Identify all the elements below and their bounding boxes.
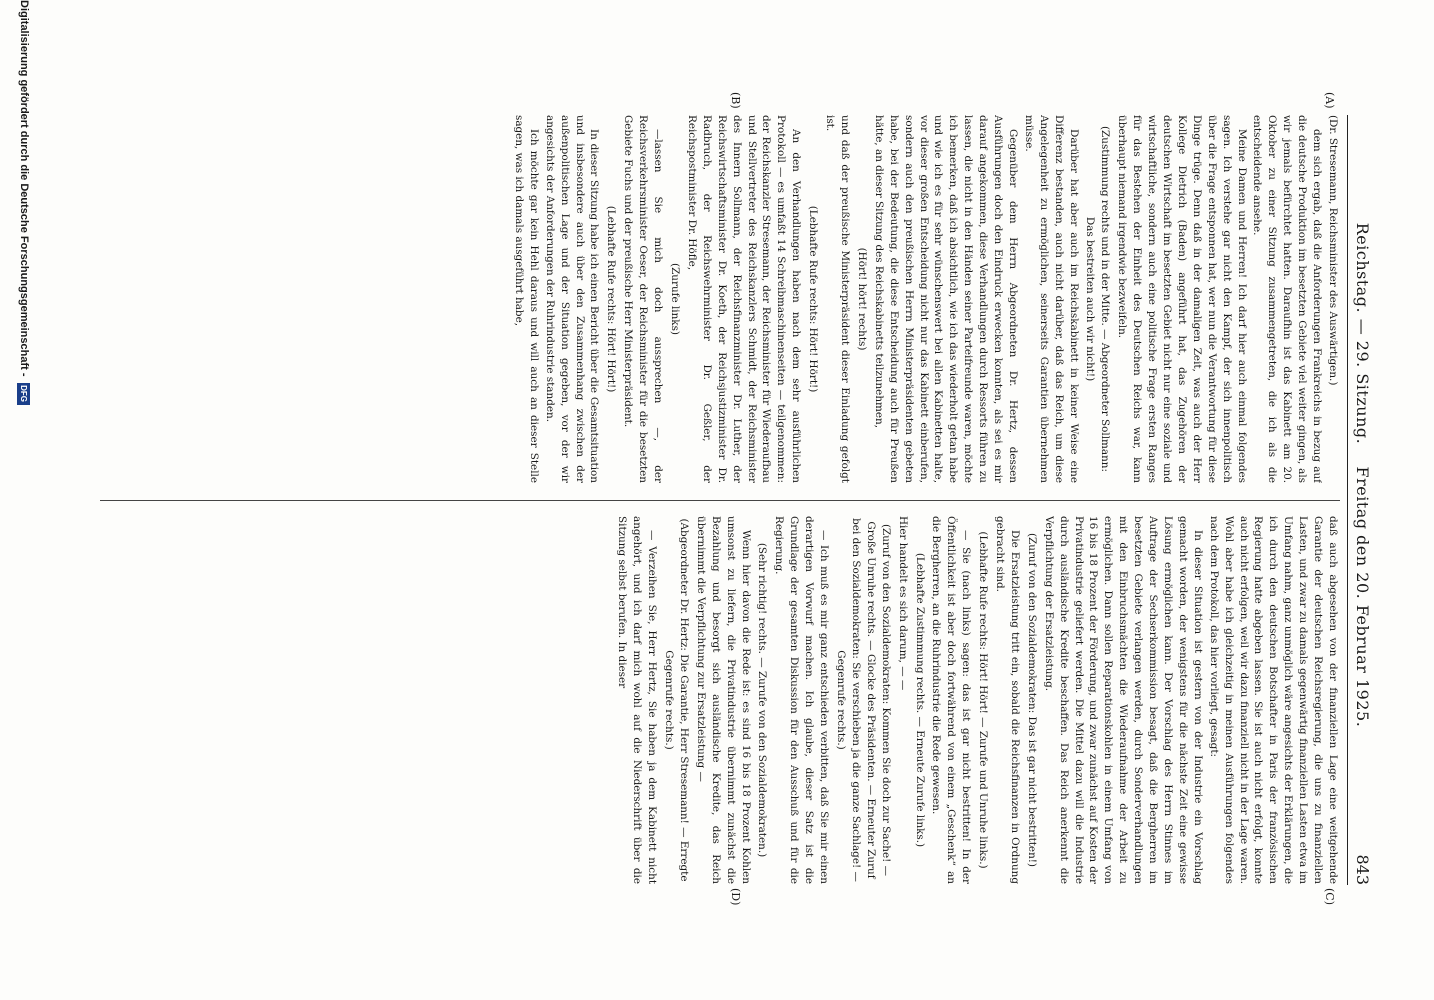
paragraph: —lassen Sie mich doch aussprechen —, der Reichsverkehrsminister Oeser, der Reichsminister für die besetzten Gebiete Fuchs und der preußische Herr Ministerpräsident. — [622, 115, 665, 483]
header-session: Reichstag. — 29. Sitzung. Freitag den 20. Februar 1925. — [1353, 222, 1373, 728]
interjection: (Hört! hört! rechts) — [855, 247, 868, 351]
credit-text: Digitalisierung gefördert durch die Deutsche Forschungsgemeinschaft - — [18, 0, 30, 377]
interjection: (Sehr richtig! rechts. — Zurufe von den Sozialdemokraten.) — [756, 542, 769, 858]
paragraph: — Verzeihen Sie, Herr Hertz, Sie haben ja dem Kabinett nicht angehört, und ich darf mich wohl auf die Niederschrift über die Sitzung selbst berufen. In dieser — [616, 516, 659, 884]
left-column — [100, 115, 1340, 483]
paragraph: Gegenüber dem Herrn Abgeordneten Dr. Hertz, dessen Ausführungen doch den Eindruck erwecken konnten, als sei es mir darauf angekommen, diese Verhandlungen durch Ressorts führen zu lassen, die nicht in den Händen seiner Parteifreunde waren, möchte ich bemerken, daß ich absichtlich, wie ich das wiederholt getan habe und wie ich es für sehr wünschenswert bei allen Kabinetten halte, vor dieser großen Entscheidung nicht nur das Kabinett einberufen, sondern auch den preußischen Herrn Ministerpräsidenten gebeten habe, bei der Bedeutung, die diese Entscheidung auch für Preußen hätte, an dieser Sitzung des Reichskabinetts teilzunehmen, — [872, 115, 1019, 483]
interjection: (Zustimmung rechts und in der Mitte. — Abgeordneter Sollmann: Das bestreiten auch wir nicht!) — [1084, 126, 1112, 472]
interjection: (Zurufe links) — [669, 263, 682, 335]
header-rule — [1347, 115, 1348, 885]
paragraph: daß auch abgesehen von der finanziellen Lage eine weitgehende Garantie der deutschen Reichsregierung, die uns zu finanziellen Lasten, und zwar zu damals gegenwärtig finanziellen Lasten etwa im Umfang nahm, ganz unmöglich wäre angesichts der Erklärungen, die ich durch den deutschen Botschafter in Paris der französischen Regierung hatte abgeben lassen. Sie ist auch nicht erfolgt, konnte auch nicht erfolgen, weil wir dazu finanziell nicht in der Lage waren. Wohl aber habe ich gleichzeitig in meinen Ausführungen folgendes nach dem Protokoll, das hier vorliegt, gesagt: — [1207, 516, 1339, 884]
margin-letter-a: (A) — [1323, 92, 1336, 109]
paragraph: An den Verhandlungen haben nach dem sehr ausführlichen Protokoll — es umfaßt 14 Schreibmaschinenseiten — teilgenommen: der Reichskanzler Stresemann, der Reichsminister für Wiederaufbau und Stellvertreter des Reichskanzlers Schmidt, der Reichsminister des Innern Sollmann, der Reichsfinanzminister Dr. Luther, der Reichswirtschaftsminister Dr. Koeth, der Reichsjustizminister Dr. Radbruch, der Reichswehrminister Dr. Geßler, der Reichspostminister Dr. Höfle, — [685, 115, 803, 483]
column-divider — [100, 500, 1340, 501]
paragraph: dem sich ergab, daß die Anforderungen Frankreichs in bezug auf die deutsche Produktion im besetzten Gebiete viel weiter gingen, als wir jemals befürchtet hatten. Daraufhin ist das Kabinett am 20. Oktober zu einer Sitzung zusammengetreten, die ich als die entscheidende ansehe. — [1251, 115, 1324, 483]
paragraph: Hier handelt es sich darum, — — — [896, 516, 909, 691]
paragraph: Darüber hat aber auch im Reichskabinett in keiner Weise eine Differenz bestanden, auch nicht darüber, daß das Reich, um diese Angelegenheit zu ermöglichen, seinerseits Garantien übernehmen müsse. — [1022, 115, 1080, 483]
interjection: (Lebhafte Rufe rechts: Hört! Hört!) — [807, 205, 820, 393]
paragraph: und daß der preußische Ministerpräsident dieser Einladung gefolgt ist. — [824, 115, 851, 483]
right-column — [100, 516, 1340, 884]
interjection: (Zuruf von den Sozialdemokraten: Das ist gar nicht bestritten!) — [1025, 532, 1038, 867]
margin-letter-d: (D) — [729, 888, 742, 906]
digitization-credit — [14, 0, 34, 1000]
page-header — [1350, 115, 1376, 885]
page-number: 843 — [1353, 854, 1373, 885]
interjection: (Lebhafte Rufe rechts: Hört! Hört! — Zurufe und Unruhe links.) — [977, 531, 990, 869]
interjection: (Abgeordneter Dr. Hertz: Die Garantie, Herr Stresemann! — Erregte Gegenrufe rechts.) — [663, 518, 690, 882]
interjection: (Lebhafte Rufe rechts: Hört! Hört!) — [605, 205, 618, 393]
paragraph: Meine Damen und Herren! Ich darf hier auch einmal folgendes sagen. Ich verstehe gar nicht den Kampf, der sich innenpolitisch über die Frage entsponnen hat, wer nun die Verantwortung für diese Dinge trüge. Denn daß in der damaligen Zeit, was auch der Herr Kollege Dietrich (Baden) angeführt hat, das Zugehören der deutschen Wirtschaft im besetzten Gebiet nicht nur eine soziale und wirtschaftliche, sondern auch eine politische Frage ersten Ranges für das Bestehen der Einheit des Deutschen Reichs war, kann überhaupt niemand irgendwie bezweifeln. — [1116, 115, 1248, 483]
paragraph: — Sie (nach links) sagen: das ist gar nicht bestritten! In der Öffentlichkeit ist aber doch fortwährend von einem „Geschenk“ an die Bergherren, an die Ruhrindustrie die Rede gewesen. — [930, 516, 973, 884]
interjection: (Lebhafte Zustimmung rechts. — Erneute Zurufe links.) — [913, 552, 926, 848]
paragraph: — Ich muß es mir ganz entschieden verbitten, daß Sie mir einen derartigen Vorwurf machen. Ich glaube, dieser Satz ist die Grundlage der gesamten Diskussion für den Ausschuß und für die Regierung. — [773, 516, 831, 884]
paragraph: Wenn hier davon die Rede ist: es sind 16 bis 18 Prozent Kohlen umsonst zu liefern, die Privatindustrie übernimmt zunächst die Bezahlung und besorgt sich ausländische Kredite, das Reich übernimmt die Verpflichtung zur Ersatzleistung — — [694, 516, 752, 884]
dfg-logo: DFG — [18, 383, 31, 405]
margin-letter-c: (C) — [1323, 888, 1336, 905]
speaker-line: (Dr. Stresemann, Reichsminister des Auswärtigen.) — [1327, 115, 1339, 386]
paragraph: Ich möchte gar kein Hehl daraus und will auch an dieser Stelle sagen, was ich damals ausgeführt habe, — [512, 115, 540, 483]
quoted-paragraph: In dieser Situation ist gestern von der Industrie ein Vorschlag gemacht worden, der wenigstens für die nächste Zeit eine gewisse Lösung ermöglichen kann. Der Vorschlag des Herrn Stinnes im Auftrage der Sechserkommission besagt, daß die Bergherren im besetzten Gebiete verlangen werden, durch Sonderverhandlungen mit den Einbruchsmächten die Wiederaufnahme der Arbeit zu ermöglichen. Dann sollen Reparationskohlen in einem Umfang von 16 bis 18 Prozent der Förderung, und zwar zunächst auf Kosten der Privatindustrie geliefert werden. Die Mittel dazu will die Industrie durch ausländische Kredite beschaffen. Das Reich anerkennt die Verpflichtung der Ersatzleistung. — [1042, 516, 1204, 884]
paragraph: Die Ersatzleistung tritt ein, sobald die Reichsfinanzen in Ordnung gebracht sind. — [994, 516, 1021, 884]
interjection: (Zuruf von den Sozialdemokraten: Kommen Sie doch zur Sache! — Große Unruhe rechts. — Glocke des Präsidenten. — Erneuter Zuruf bei den Sozialdemokraten: Sie verschieben ja die ganze Sachlage! — Gegenrufe rechts.) — [835, 518, 892, 882]
margin-letter-b: (B) — [729, 92, 742, 109]
paragraph: In dieser Sitzung habe ich einen Bericht über die Gesamtsituation und insbesondere auch über den Zusammenhang zwischen der außenpolitischen Lage und der Situation gegeben, vor der wir angesichts der Anforderungen der Ruhrindustrie standen. — [543, 115, 601, 483]
